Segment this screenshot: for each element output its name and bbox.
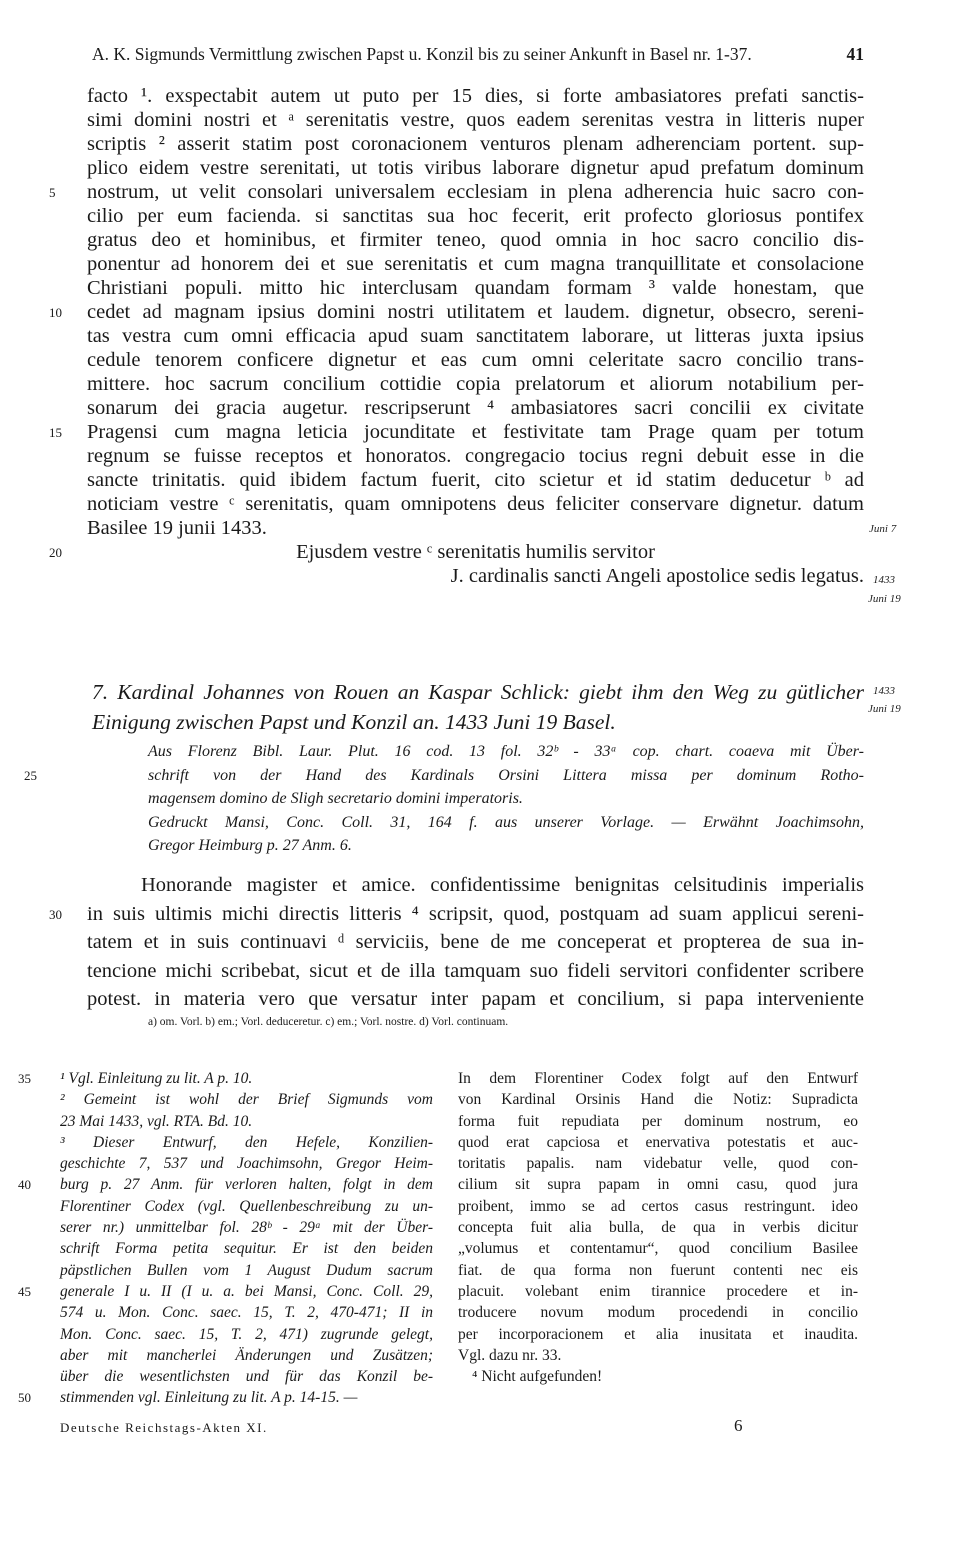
line-text: Christiani populi. mitto hic interclusam quandam formam ³ valde honestam, que (87, 277, 864, 299)
text-line (49, 985, 864, 1014)
line-number: 45 (18, 1283, 31, 1299)
line-text: plico eidem vestre serenitati, ut totis viribus laborare dignetur apud prefatum dominum (87, 157, 864, 179)
footnote-line (18, 1111, 433, 1132)
line-text: regnum se fuisse receptos et honoratos. congregacio tocius regni debuit esse in die (87, 445, 864, 467)
footnote-line (18, 1366, 433, 1387)
footnote-line (18, 1387, 433, 1408)
text-line (49, 300, 864, 324)
line-text: sancte trinitatis. quid ibidem factum fuerit, cito scietur et id statim deducetur ᵇ ad (87, 469, 864, 491)
line-number: 20 (49, 545, 62, 560)
footnote-text: serer nr.) unmittelbar fol. 28ᵇ - 29ᵃ mit der Über- (60, 1219, 433, 1237)
text-line (49, 957, 864, 986)
footnote-text: burg p. 27 Anm. für verloren halten, folgt in dem (60, 1176, 433, 1194)
text-line (49, 871, 864, 900)
footnote-text: schrift Forma petita sequitur. Er ist den beiden (60, 1240, 433, 1258)
text-line (49, 516, 864, 540)
line-text: noticiam vestre ᶜ serenitatis, quam omnipotens deus feliciter conservare dignetur. datum (87, 493, 864, 515)
running-title: A. K. Sigmunds Vermittlung zwischen Papst u. Konzil bis zu seiner Ankunft in Basel nr. 1-37. (92, 44, 752, 64)
footnote-line (18, 1324, 433, 1345)
footnote-line: troducere novum modum procedendi in concilio (458, 1304, 858, 1322)
footnote-line (18, 1281, 433, 1302)
line-text: ponentur ad honorem dei et sue serenitatis et cum magna tranquillitate et consolacione (87, 253, 864, 275)
text-line (49, 132, 864, 156)
running-header (92, 44, 864, 65)
footnotes-left-column (18, 1068, 433, 1409)
footnote-line: per incorporacionem et alia inusitata et inaudita. (458, 1325, 858, 1343)
footnote-line (18, 1153, 433, 1174)
line-text: gratus deo et hominibus, et firmiter teneo, quod omnia in hoc sacro concilio dis- (87, 229, 864, 251)
source-note (24, 740, 864, 858)
text-line (49, 324, 864, 348)
text-line (49, 180, 864, 204)
text-line (49, 492, 864, 516)
line-number: 40 (18, 1177, 31, 1193)
margin-date-section7: Juni 19 (868, 703, 901, 715)
footer-signature: 6 (734, 1416, 743, 1435)
footnote-text: generale I u. II (I u. a. bei Mansi, Conc. Coll. 29, (60, 1282, 433, 1300)
source-note-text: Gregor Heimburg p. 27 Anm. 6. (148, 837, 352, 854)
text-line (49, 108, 864, 132)
footnote-line (18, 1217, 433, 1238)
footnote-line (18, 1174, 433, 1195)
text-line (49, 348, 864, 372)
text-line (49, 276, 864, 300)
footnote-text: päpstlichen Bullen vom 1 August Dudum sacrum (60, 1261, 433, 1279)
line-text: cilio per eum facienda. si sanctitas sua hoc fecerit, erit profecto gloriosus pontifex (87, 205, 864, 227)
footnote-line: fiat. de qua forma non fuerunt contenti nec eis (458, 1261, 858, 1279)
footnote-line (18, 1238, 433, 1259)
margin-date-juni-7: Juni 7 (869, 523, 897, 535)
text-line (49, 540, 864, 564)
footnote-line: von Kardinal Orsinis Hand die Notiz: Supradicta (458, 1091, 858, 1109)
footnote-text: 23 Mai 1433, vgl. RTA. Bd. 10. (60, 1112, 253, 1130)
footnote-line: Vgl. dazu nr. 33. (458, 1346, 562, 1364)
line-number: 10 (49, 305, 62, 320)
text-line (49, 420, 864, 444)
line-text: Pragensi cum magna leticia jocunditate et festivitate tam Prage quam per totum (87, 421, 864, 443)
source-note-text: Aus Florenz Bibl. Laur. Plut. 16 cod. 13 fol. 32ᵇ - 33ᵃ cop. chart. coaeva mit Über- (148, 743, 864, 760)
line-text: Ejusdem vestre ᶜ serenitatis humilis servitor (296, 541, 655, 563)
footnote-line: proibent, immo se ad certos casus restringunt. ideo (458, 1197, 858, 1215)
footnote-line: ⁴ Nicht aufgefunden! (472, 1368, 603, 1386)
line-number: 35 (18, 1071, 31, 1086)
text-line (49, 228, 864, 252)
footnote-line (18, 1196, 433, 1217)
line-text: mittere. hoc sacrum concilium cottidie copia prelatorum et aliorum notabilium per- (87, 373, 864, 395)
text-line (49, 372, 864, 396)
footnote-text: Mon. Conc. saec. 15, T. 2, 471) zugrunde gelegt, (60, 1325, 433, 1343)
footnote-line (18, 1260, 433, 1281)
section-heading-line2: Einigung zwischen Papst und Konzil an. 1433 Juni 19 Basel. (92, 710, 616, 734)
footnote-line: forma fuit repudiata per dominum nostrum, eo (458, 1112, 858, 1130)
margin-year-section7: 1433 (873, 685, 895, 697)
line-text: Basilee 19 junii 1433. (87, 517, 267, 539)
footnote-line (18, 1068, 433, 1089)
footnote-line: toritatis papalis. nam videbatur velle, quod con- (458, 1155, 858, 1173)
text-line (49, 156, 864, 180)
line-text: nostrum, ut velit consolari universalem ecclesiam in plena adherencia huic sacro con- (87, 181, 864, 203)
source-note-text: magensem domino de Sligh secretario domini imperatoris. (148, 790, 523, 807)
footnote-text: über die wesentlichsten und für das Konzil be- (60, 1368, 433, 1386)
line-number: 50 (18, 1390, 31, 1406)
section-heading-line1: 7. Kardinal Johannes von Rouen an Kaspar Schlick: giebt ihm den Weg zu gütlicher (92, 680, 864, 704)
main-text-block (49, 84, 864, 588)
page-number: 41 (846, 44, 864, 64)
footnote-line: In dem Florentiner Codex folgt auf den Entwurf (458, 1070, 858, 1087)
footnote-line: quod erat capciosa et enervativa potestatis et auc- (458, 1133, 858, 1151)
section-heading (92, 677, 864, 737)
source-note-line (148, 834, 864, 858)
source-note-line (148, 740, 864, 764)
variant-apparatus: a) om. Vorl. b) em.; Vorl. deduceretur. c) em.; Vorl. nostre. d) Vorl. continuam. (148, 1016, 509, 1028)
text-line (49, 900, 864, 929)
footnote-line (18, 1132, 433, 1153)
footnote-line: „volumus et contentamur“, quod concilium Basilee (458, 1240, 858, 1258)
footnote-text: ² Gemeint ist wohl der Brief Sigmunds vom (60, 1091, 433, 1109)
footnote-line (18, 1089, 433, 1110)
footnote-text: 574 u. Mon. Conc. saec. 15, T. 2, 470-471; II in (60, 1304, 433, 1322)
line-number: 25 (24, 767, 37, 783)
margin-date-juni-19: Juni 19 (868, 593, 901, 605)
line-text: potest. in materia vero que versatur inter papam et concilium, si papa interveniente (87, 988, 864, 1010)
footnote-text: stimmenden vgl. Einleitung zu lit. A p. 14-15. — (60, 1389, 358, 1407)
footnotes-right-column (458, 1068, 858, 1387)
text-line (49, 396, 864, 420)
source-note-line (148, 811, 864, 835)
line-number: 30 (49, 906, 62, 922)
footnote-line (18, 1302, 433, 1323)
source-note-line (148, 787, 864, 811)
line-text: cedet ad magnam ipsius domini nostri utilitatem et laudem. dignetur, obsecro, sereni- (87, 301, 864, 323)
text-line (49, 928, 864, 957)
line-text: Honorande magister et amice. confidentissime benignitas celsitudinis imperialis (141, 874, 864, 896)
text-line (49, 252, 864, 276)
line-text: facto ¹. exspectabit autem ut puto per 15 dies, si forte ambasiatores prefati sanctis- (87, 85, 864, 107)
footnote-line: placuit. volebant enim tirannice procedere et in- (458, 1282, 858, 1300)
footnote-text: Florentiner Codex (vgl. Quellenbeschreibung zu un- (60, 1197, 433, 1215)
footnote-line: concepta fuit alia bulla, de qua in verbis dicitur (458, 1219, 858, 1237)
footnote-text: ¹ Vgl. Einleitung zu lit. A p. 10. (60, 1070, 253, 1087)
source-note-text: schrift von der Hand des Kardinals Orsini Littera missa per dominum Rotho- (148, 766, 864, 784)
footnote-text: ³ Dieser Entwurf, den Hefele, Konzilien- (60, 1133, 433, 1151)
line-text: tencione michi scribebat, sicut et de illa tamquam suo fideli servitori confidenter scribere (87, 959, 864, 982)
text-line (49, 204, 864, 228)
source-note-line (24, 764, 864, 788)
footnote-line (18, 1345, 433, 1366)
text-line (49, 468, 864, 492)
line-text: cedule tenorem conficere dignetur et eas cum omni celeritate sacro concilio trans- (87, 349, 864, 371)
line-text: tas vestra cum omni efficacia apud suam sanctitatem laborare, ut litteras juxta ipsius (87, 325, 864, 347)
footnote-line: cilium sit supra papam in omni casu, quod jura (458, 1176, 858, 1194)
line-text: sonarum dei gracia augetur. rescripserunt ⁴ ambasiatores sacri concilii ex civitate (87, 397, 864, 419)
text-line (49, 84, 864, 108)
line-number: 5 (49, 185, 56, 200)
line-text: J. cardinalis sancti Angeli apostolice sedis legatus. (450, 565, 864, 587)
margin-year: 1433 (873, 574, 895, 586)
footer-series-title: Deutsche Reichstags-Akten XI. (60, 1420, 268, 1435)
text-line (49, 444, 864, 468)
line-text: tatem et in suis continuavi ᵈ serviciis, bene de me conceperat et propterea de sua in- (87, 931, 864, 953)
line-number: 15 (49, 425, 62, 440)
line-text: scriptis ² asserit statim post coronacionem venturos plenam adherenciam portent. sup- (87, 133, 864, 155)
footnote-text: aber mit mancherlei Änderungen und Zusätzen; (60, 1346, 433, 1364)
line-text: in suis ultimis michi directis litteris ⁴ scripsit, quod, postquam ad suam applicui sereni- (87, 902, 864, 925)
source-note-text: Gedruckt Mansi, Conc. Coll. 31, 164 f. aus unserer Vorlage. — Erwähnt Joachimsohn, (148, 813, 864, 831)
footnote-text: geschichte 7, 537 und Joachimsohn, Gregor Heim- (60, 1155, 433, 1173)
line-text: simi domini nostri et ᵃ serenitatis vestre, quos eadem serenitas vestra in litteris nuper (87, 109, 864, 131)
letter-text-block (49, 871, 864, 1014)
text-line (49, 564, 864, 588)
